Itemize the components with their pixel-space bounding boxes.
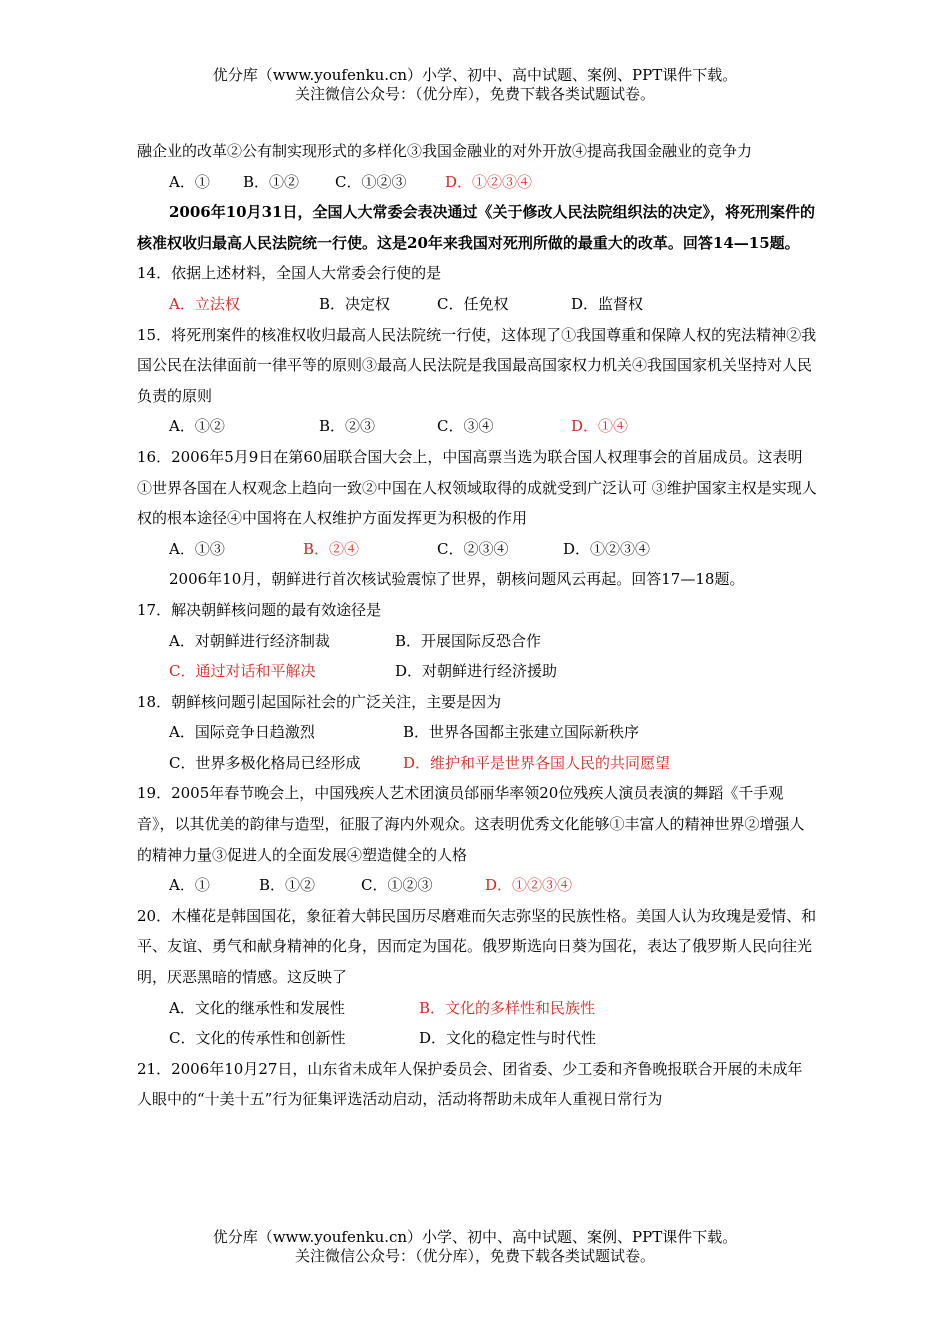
page-footer — [0, 1228, 950, 1266]
q13-options — [137, 167, 817, 198]
q20-option-b: B．文化的多样性和民族性 — [419, 998, 596, 1017]
header-line-1: 优分库（www.youfenku.cn）小学、初中、高中试题、案例、PPT课件下载。 — [212, 66, 738, 84]
q13-option-c: C．①②③ — [335, 172, 407, 191]
q20-stem: 20．木槿花是韩国国花，象征着大韩民国历尽磨难而矢志弥坚的民族性格。美国人认为玫瑰是爱情、和平、友谊、勇气和献身精神的化身，因而定为国花。俄罗斯选向日葵为国花，表达了俄罗斯人民向往光明，厌恶黑暗的情感。这反映了 — [137, 906, 817, 987]
q17-option-c: C．通过对话和平解决 — [169, 662, 316, 681]
q13-option-d: D．①②③④ — [445, 172, 533, 191]
q17-option-b: B．开展国际反恐合作 — [395, 631, 542, 650]
q13-option-a: A．① — [169, 172, 210, 191]
q17-option-d: D．对朝鲜进行经济援助 — [395, 662, 558, 681]
q14-options — [137, 289, 817, 320]
footer-line-2: 关注微信公众号：（优分库），免费下载各类试题试卷。 — [294, 1247, 655, 1265]
q18-option-c: C．世界多极化格局已经形成 — [169, 753, 361, 772]
q20-option-c: C．文化的传承性和创新性 — [169, 1029, 346, 1048]
q16-options — [137, 534, 817, 565]
q20-option-d: D．文化的稳定性与时代性 — [419, 1029, 597, 1048]
q15-option-a: A．①② — [169, 417, 225, 436]
exam-content — [137, 136, 817, 1115]
q14-option-a: A．立法权 — [169, 294, 240, 313]
q15-stem: 15．将死刑案件的核准权收归最高人民法院统一行使，这体现了①我国尊重和保障人权的宪法精神②我国公民在法律面前一律平等的原则③最高人民法院是我国最高国家权力机关④我国国家机关坚持对人民负责的原则 — [137, 325, 817, 405]
q18-stem: 18．朝鲜核问题引起国际社会的广泛关注，主要是因为 — [137, 692, 502, 711]
q13-continuation: 融企业的改革②公有制实现形式的多样化③我国金融业的对外开放④提高我国金融业的竞争力 — [137, 142, 753, 160]
q20-options-row-2 — [137, 1023, 817, 1054]
q16-stem: 16．2006年5月9日在第60届联合国大会上，中国高票当选为联合国人权理事会的首届成员。这表明①世界各国在人权观念上趋向一致②中国在人权领域取得的成就受到广泛认可 ③维护国家主权是实现人权的根本途径④中国将在人权维护方面发挥更为积极的作用 — [137, 447, 817, 528]
q13-option-b: B．①② — [243, 172, 300, 191]
q16-option-d: D．①②③④ — [563, 539, 651, 558]
q16-option-c: C．②③④ — [437, 539, 509, 558]
material-1 — [137, 197, 817, 258]
header-line-2: 关注微信公众号：（优分库），免费下载各类试题试卷。 — [294, 85, 655, 103]
q19-option-b: B．①② — [259, 876, 316, 895]
q19-stem: 19．2005年春节晚会上，中国残疾人艺术团演员邰丽华率领20位残疾人演员表演的舞蹈《千手观音》，以其优美的韵律与造型，征服了海内外观众。这表明优秀文化能够①丰富人的精神世界②增强人的精神力量③促进人的全面发展④塑造健全的人格 — [137, 784, 805, 864]
q20-options-row-1 — [137, 993, 817, 1024]
q17-options-row-1 — [137, 626, 817, 657]
q15-options — [137, 411, 817, 442]
q14-option-d: D．监督权 — [571, 294, 644, 313]
footer-line-1: 优分库（www.youfenku.cn）小学、初中、高中试题、案例、PPT课件下载。 — [212, 1228, 738, 1246]
q18-option-d: D．维护和平是世界各国人民的共同愿望 — [403, 753, 671, 772]
q14-option-b: B．决定权 — [319, 294, 391, 313]
q15-option-b: B．②③ — [319, 417, 376, 436]
q18-options-row-2 — [137, 748, 817, 779]
q18-options-row-1 — [137, 717, 817, 748]
q19-option-a: A．① — [169, 876, 210, 895]
q17-option-a: A．对朝鲜进行经济制裁 — [169, 631, 330, 650]
q18-option-b: B．世界各国都主张建立国际新秩序 — [403, 723, 640, 742]
q17-stem: 17．解决朝鲜核问题的最有效途径是 — [137, 600, 382, 619]
q14-stem: 14．依据上述材料，全国人大常委会行使的是 — [137, 264, 442, 283]
q19-option-c: C．①②③ — [361, 876, 433, 895]
q20-option-a: A．文化的继承性和发展性 — [169, 998, 345, 1017]
q19-options — [137, 870, 817, 901]
q14-option-c: C．任免权 — [437, 294, 509, 313]
page-header — [0, 66, 950, 104]
material-2: 2006年10月，朝鲜进行首次核试验震惊了世界，朝核问题风云再起。回答17—18题。 — [169, 570, 745, 589]
material-1-text: 2006年10月31日，全国人大常委会表决通过《关于修改人民法院组织法的决定》，将死刑案件的核准权收归最高人民法院统一行使。这是20年来我国对死刑所做的最重大的改革。回答14—15题。 — [137, 203, 816, 252]
q19-option-d: D．①②③④ — [485, 876, 573, 895]
q16-option-b: B．②④ — [303, 539, 360, 558]
q21-stem: 21．2006年10月27日，山东省未成年人保护委员会、团省委、少工委和齐鲁晚报联合开展的未成年人眼中的“十美十五”行为征集评选活动启动，活动将帮助未成年人重视日常行为 — [137, 1059, 803, 1109]
q15-option-d: D．①④ — [571, 417, 629, 436]
q15-option-c: C．③④ — [437, 417, 494, 436]
q18-option-a: A．国际竞争日趋激烈 — [169, 723, 315, 742]
q16-option-a: A．①③ — [169, 539, 225, 558]
q17-options-row-2 — [137, 656, 817, 687]
